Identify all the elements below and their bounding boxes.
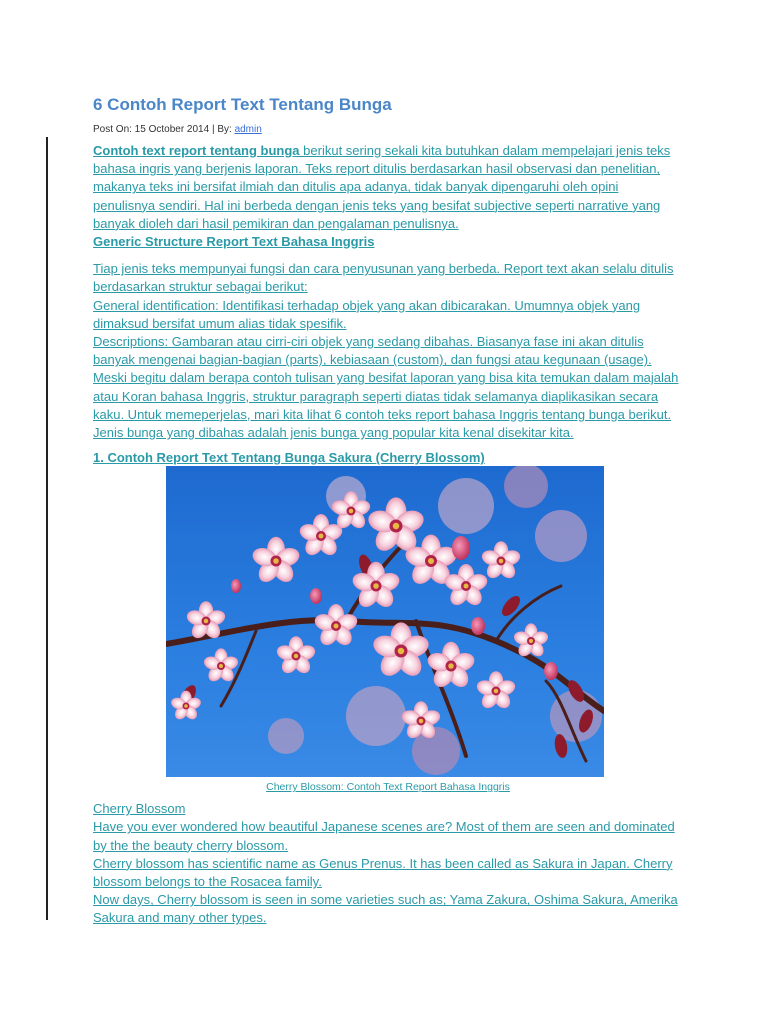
structure-line[interactable]: Descriptions: Gambaran atau cirri-ciri objek yang sedang dibahas. Biasanya fase ini akan ditulis banyak mengenai bagian-bagian (parts), kebiasaan (custom), dan fungsi atau kegunaan (usage). [93, 334, 652, 368]
intro-paragraph[interactable] [93, 142, 683, 251]
cherry-line[interactable]: Have you ever wondered how beautiful Japanese scenes are? Most of them are seen and dominated by the the beauty cherry blossom. [93, 819, 675, 853]
intro-text[interactable]: berikut sering sekali kita butuhkan dalam mempelajari jenis teks bahasa ingris yang berjenis laporan. Teks report ditulis berdasarkan hasil observasi dan penelitian, makanya teks ini bersifat ilmiah dan ditulis apa adanya, tidak banyak dipengaruhi oleh opini penulisnya sendiri. Hal ini berbeda dengan jenis teks yang besifat subjective seperti narrative yang banyak dioleh dari hasil pemikiran dan pengalaman penulisnya. [93, 143, 671, 231]
article-body [93, 95, 683, 928]
cherry-line[interactable]: Cherry blossom has scientific name as Genus Prenus. It has been called as Sakura in Japan. Cherry blossom belongs to the Rosacea family. [93, 855, 673, 890]
generic-structure-heading[interactable]: Generic Structure Report Text Bahasa Inggris [93, 234, 375, 250]
cherry-blossom-figure [93, 466, 683, 794]
cherry-line[interactable]: Cherry Blossom [93, 801, 186, 817]
section-1-heading[interactable]: 1. Contoh Report Text Tentang Bunga Sakura (Cherry Blossom) [93, 450, 485, 466]
structure-line[interactable]: Tiap jenis teks mempunyai fungsi dan cara penyusunan yang berbeda. Report text akan selalu ditulis berdasarkan struktur sebagai berikut: [93, 261, 674, 295]
author-link[interactable]: admin [234, 124, 262, 135]
cherry-blossom-paragraph[interactable] [93, 800, 683, 927]
cherry-blossom-image[interactable] [166, 466, 604, 777]
article-title: 6 Contoh Report Text Tentang Bunga [93, 95, 392, 114]
cherry-line[interactable]: Now days, Cherry blossom is seen in some varieties such as; Yama Zakura, Oshima Sakura, Amerika Sakura and many other types. [93, 892, 678, 926]
image-caption[interactable]: Cherry Blossom: Contoh Text Report Bahasa Inggris [266, 781, 510, 794]
post-meta [93, 123, 683, 136]
structure-paragraph[interactable] [93, 260, 683, 442]
post-date: Post On: 15 October 2014 | By: [93, 124, 235, 135]
intro-keyword[interactable]: Contoh text report tentang bunga [93, 143, 300, 158]
structure-line[interactable]: General identification: Identifikasi terhadap objek yang akan dibicarakan. Umumnya objek yang dimaksud bersifat umum alias tidak spesifik. [93, 297, 641, 331]
structure-line[interactable]: Meski begitu dalam berapa contoh tulisan yang besifat laporan yang bisa kita temukan dalam majalah atau Koran bahasa Inggris, struktur paragraph seperti diatas tidak selamanya diaplikasikan secara kaku. Untuk memeperjelas, mari kita lihat 6 contoh teks report bahasa Inggris tentang bunga berikut. Jenis bunga yang dibahas adalah jenis bunga yang popular kita kenal disekitar kita. [93, 370, 679, 441]
left-border-line [46, 137, 48, 920]
